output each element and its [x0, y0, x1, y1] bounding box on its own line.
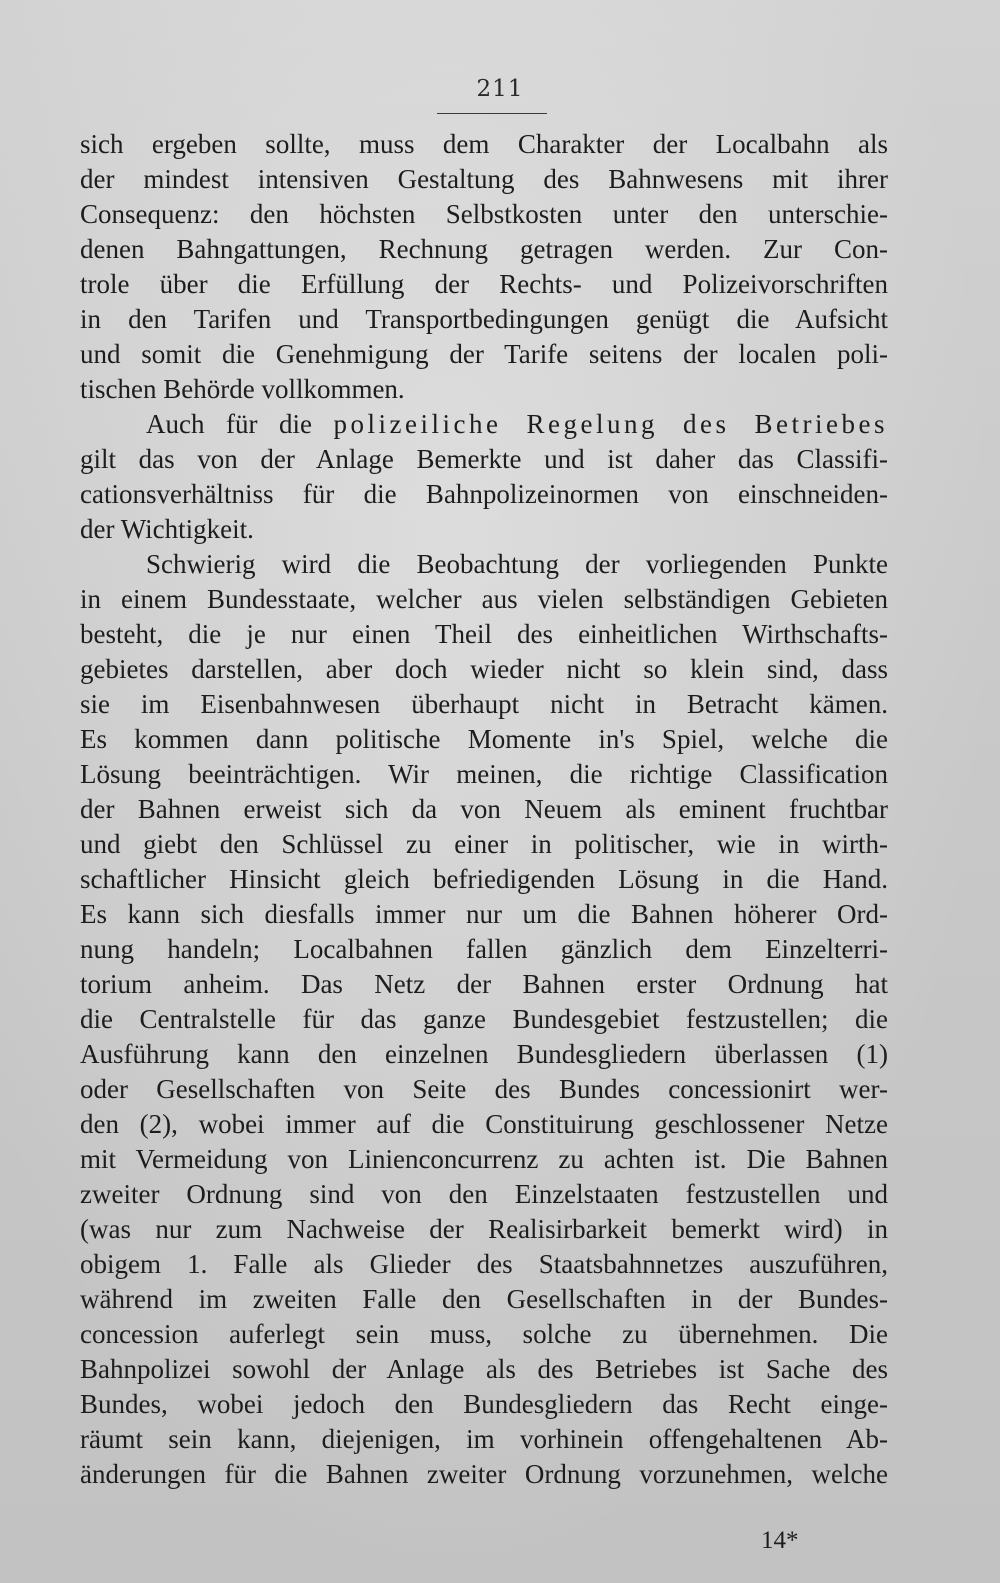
body-text	[80, 127, 888, 1492]
text-line: oder Gesellschaften von Seite des Bundes concessionirt wer-	[80, 1074, 888, 1104]
text-line: Bahnpolizei sowohl der Anlage als des Betriebes ist Sache des	[80, 1354, 888, 1384]
text-line: Ausführung kann den einzelnen Bundesgliedern überlassen (1)	[80, 1039, 888, 1069]
text-line: (was nur zum Nachweise der Realisirbarkeit bemerkt wird) in	[80, 1214, 888, 1244]
text-line: in den Tarifen und Transportbedingungen genügt die Aufsicht	[80, 304, 888, 334]
text-line: sie im Eisenbahnwesen überhaupt nicht in Betracht kämen.	[80, 689, 888, 719]
text-line: schaftlicher Hinsicht gleich befriedigenden Lösung in die Hand.	[80, 864, 888, 894]
text-line: torium anheim. Das Netz der Bahnen erster Ordnung hat	[80, 969, 888, 999]
text-line: Consequenz: den höchsten Selbstkosten unter den unterschie-	[80, 199, 888, 229]
text-line: Bundes, wobei jedoch den Bundesgliedern das Recht einge-	[80, 1389, 888, 1419]
text-line: der Bahnen erweist sich da von Neuem als eminent fruchtbar	[80, 794, 888, 824]
text-line: änderungen für die Bahnen zweiter Ordnung vorzunehmen, welche	[80, 1459, 888, 1489]
text-line: denen Bahngattungen, Rechnung getragen werden. Zur Con-	[80, 234, 888, 264]
text-line: Es kommen dann politische Momente in's Spiel, welche die	[80, 724, 888, 754]
text-line: trole über die Erfüllung der Rechts- und Polizeivorschriften	[80, 269, 888, 299]
text-line: concession auferlegt sein muss, solche zu übernehmen. Die	[80, 1319, 888, 1349]
text-line: sich ergeben sollte, muss dem Charakter der Localbahn als	[80, 129, 888, 159]
text-line: während im zweiten Falle den Gesellschaften in der Bundes-	[80, 1284, 888, 1314]
text-line: und somit die Genehmigung der Tarife seitens der localen poli-	[80, 339, 888, 369]
text-line: zweiter Ordnung sind von den Einzelstaaten festzustellen und	[80, 1179, 888, 1209]
text-line: in einem Bundesstaate, welcher aus vielen selbständigen Gebieten	[80, 584, 888, 614]
text-line: besteht, die je nur einen Theil des einheitlichen Wirthschafts-	[80, 619, 888, 649]
text-line: den (2), wobei immer auf die Constituirung geschlossener Netze	[80, 1109, 888, 1139]
text-line: gebietes darstellen, aber doch wieder nicht so klein sind, dass	[80, 654, 888, 684]
header-rule	[437, 113, 547, 114]
text-line: der Wichtigkeit.	[80, 514, 254, 544]
text-line: tischen Behörde vollkommen.	[80, 374, 405, 404]
printer-signature: 14*	[761, 1527, 799, 1554]
text-run: Auch für die	[146, 409, 334, 439]
text-line-with-emphasis	[80, 407, 888, 442]
text-line: die Centralstelle für das ganze Bundesgebiet festzustellen; die	[80, 1004, 888, 1034]
text-line: Es kann sich diesfalls immer nur um die Bahnen höherer Ord-	[80, 899, 888, 929]
text-line: obigem 1. Falle als Glieder des Staatsbahnnetzes auszuführen,	[80, 1249, 888, 1279]
text-line: cationsverhältniss für die Bahnpolizeinormen von einschneiden-	[80, 479, 888, 509]
page-number: 211	[476, 76, 524, 102]
text-line: gilt das von der Anlage Bemerkte und ist daher das Classifi-	[80, 444, 888, 474]
emphasized-phrase: polizeiliche Regelung des Betriebes	[333, 409, 889, 439]
text-line: der mindest intensiven Gestaltung des Bahnwesens mit ihrer	[80, 164, 888, 194]
text-line: Lösung beeinträchtigen. Wir meinen, die richtige Classification	[80, 759, 888, 789]
text-line: räumt sein kann, diejenigen, im vorhinein offengehaltenen Ab-	[80, 1424, 888, 1454]
text-line: und giebt den Schlüssel zu einer in politischer, wie in wirth-	[80, 829, 888, 859]
text-line: nung handeln; Localbahnen fallen gänzlich dem Einzelterri-	[80, 934, 888, 964]
text-line: Schwierig wird die Beobachtung der vorliegenden Punkte	[146, 549, 888, 579]
text-line: mit Vermeidung von Linienconcurrenz zu achten ist. Die Bahnen	[80, 1144, 888, 1174]
